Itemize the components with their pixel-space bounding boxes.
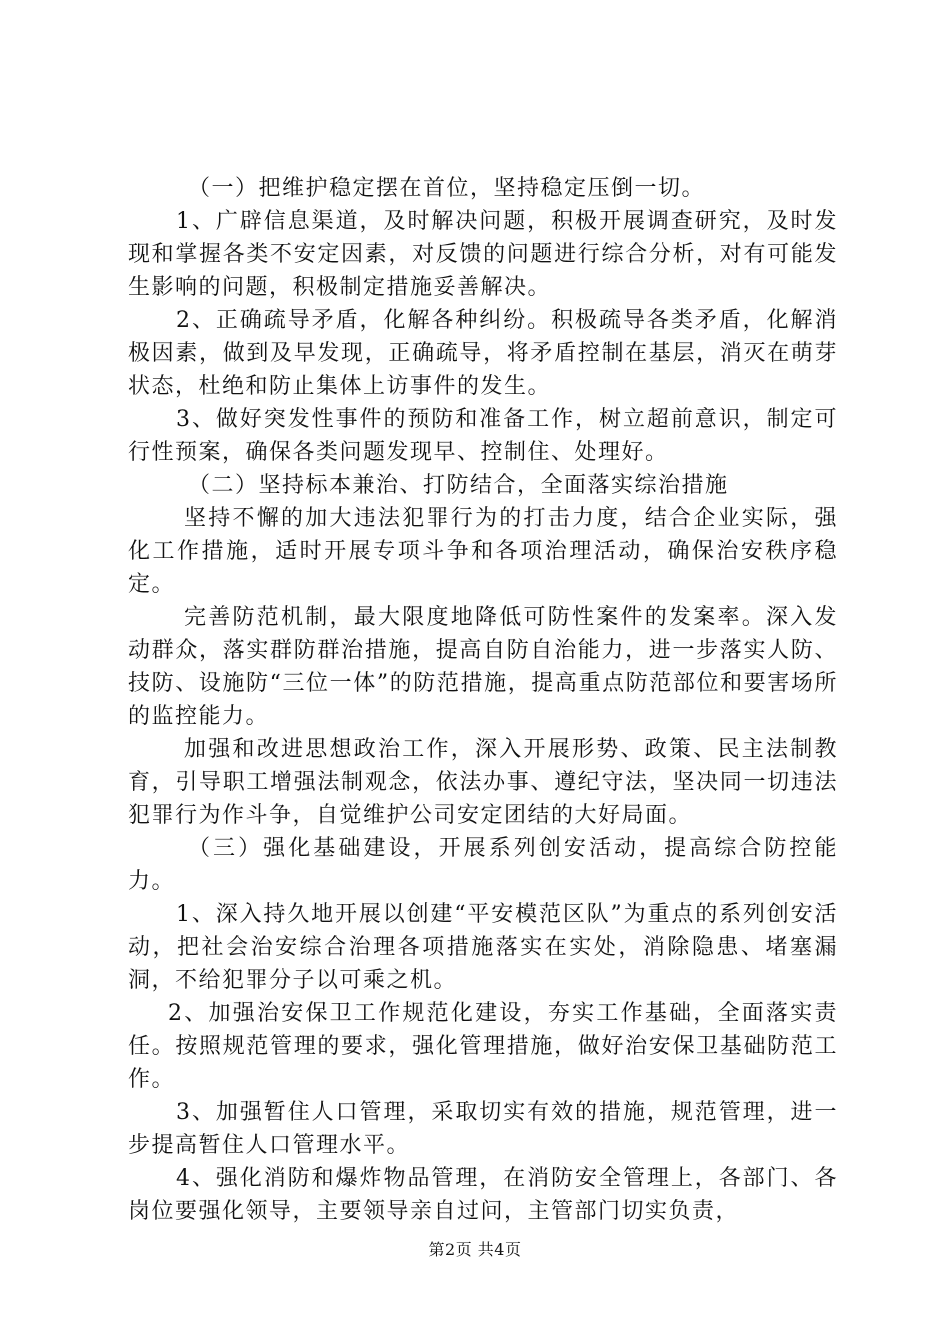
paragraph-1-2: 2、正确疏导矛盾，化解各种纠纷。积极疏导各类矛盾，化解消极因素，做到及早发现，正确疏导，将矛盾控制在基层，消灭在萌芽状态，杜绝和防止集体上访事件的发生。 <box>128 308 838 399</box>
paragraph-1-1: 1、广辟信息渠道，及时解决问题，积极开展调查研究，及时发现和掌握各类不安定因素，对反馈的问题进行综合分析，对有可能发生影响的问题，积极制定措施妥善解决。 <box>128 209 838 300</box>
section-heading-3: （三）强化基础建设，开展系列创安活动，提高综合防控能力。 <box>128 836 838 894</box>
paragraph-3-2: 2、加强治安保卫工作规范化建设，夯实工作基础，全面落实责任。按照规范管理的要求，强化管理措施，做好治安保卫基础防范工作。 <box>128 1001 838 1092</box>
paragraph-3-1: 1、深入持久地开展以创建“平安模范区队”为重点的系列创安活动，把社会治安综合治理各项措施落实在实处，消除隐患、堵塞漏洞，不给犯罪分子以可乘之机。 <box>128 902 838 993</box>
page-footer <box>0 1240 950 1260</box>
page-number-label: 第2页 共4页 <box>428 1240 522 1259</box>
paragraph-3-3: 3、加强暂住人口管理，采取切实有效的措施，规范管理，进一步提高暂住人口管理水平。 <box>128 1100 838 1158</box>
paragraph-1-3: 3、做好突发性事件的预防和准备工作，树立超前意识，制定可行性预案，确保各类问题发现早、控制住、处理好。 <box>128 407 838 465</box>
document-body <box>128 172 838 1228</box>
paragraph-2-3: 加强和改进思想政治工作，深入开展形势、政策、民主法制教育，引导职工增强法制观念，依法办事、遵纪守法，坚决同一切违法犯罪行为作斗争，自觉维护公司安定团结的大好局面。 <box>128 737 838 828</box>
paragraph-2-2: 完善防范机制，最大限度地降低可防性案件的发案率。深入发动群众，落实群防群治措施，提高自防自治能力，进一步落实人防、技防、设施防“三位一体”的防范措施，提高重点防范部位和要害场所的监控能力。 <box>128 605 838 729</box>
paragraph-3-4: 4、强化消防和爆炸物品管理，在消防安全管理上，各部门、各岗位要强化领导，主要领导亲自过问，主管部门切实负责， <box>128 1166 838 1224</box>
paragraph-2-1: 坚持不懈的加大违法犯罪行为的打击力度，结合企业实际，强化工作措施，适时开展专项斗争和各项治理活动，确保治安秩序稳定。 <box>128 506 838 597</box>
section-heading-1: （一）把维护稳定摆在首位，坚持稳定压倒一切。 <box>188 176 706 201</box>
section-heading-2: （二）坚持标本兼治、打防结合，全面落实综治措施 <box>188 473 729 498</box>
